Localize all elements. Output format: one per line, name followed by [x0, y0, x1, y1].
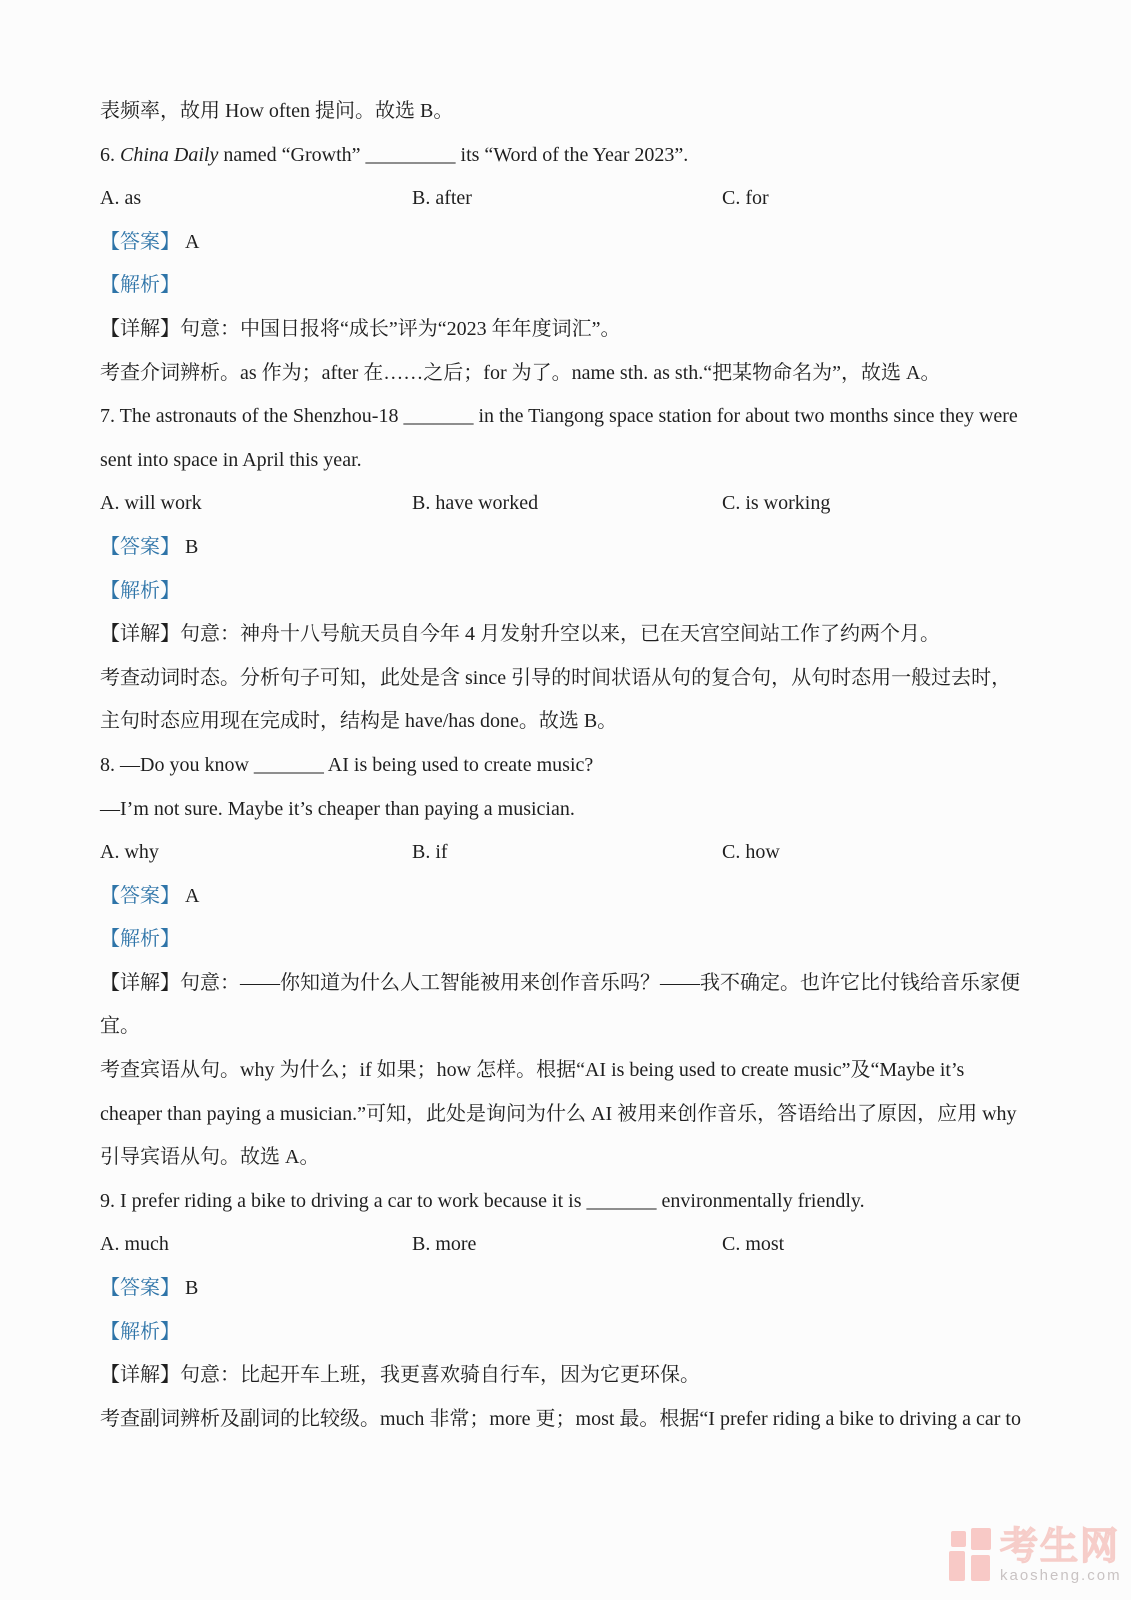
text-run: 【详解】句意：中国日报将“成长”评为“2023 年年度词汇”。 — [100, 317, 621, 340]
text-run: 考查副词辨析及副词的比较级。much 非常；more 更；most 最。根据“I prefer riding a bike to driving a car to — [100, 1407, 1021, 1430]
watermark-site-name: 考生网 — [1000, 1526, 1121, 1568]
question-8-detail-3 — [100, 1049, 1015, 1093]
watermark-text — [1000, 1528, 1122, 1584]
q5-explanation-tail — [100, 90, 1015, 134]
question-6-options-a: A. as — [100, 187, 142, 210]
question-6-stem — [100, 134, 1015, 178]
answer-bracket-label: 【答案】 — [100, 535, 180, 558]
text-run: cheaper than paying a musician.”可知，此处是询问为什么 AI 被用来创作音乐，答语给出了原因，应用 why — [100, 1102, 1017, 1125]
answer-bracket-label: 【答案】 — [100, 1277, 180, 1300]
question-9-detail-2 — [100, 1398, 1021, 1442]
watermark-site-domain: kaosheng.com — [1000, 1567, 1122, 1584]
question-7-detail-1 — [100, 613, 1015, 657]
logo-block — [949, 1551, 965, 1581]
question-7-options-b: B. have worked — [412, 492, 539, 515]
question-7-options-c: C. is working — [722, 492, 831, 515]
question-6-options-c: C. for — [722, 187, 769, 210]
question-9-options-c: C. most — [722, 1233, 785, 1256]
text-run: 8. —Do you know _______ AI is being used to create music? — [100, 753, 594, 776]
text-run: sent into space in April this year. — [100, 448, 362, 471]
question-8-options — [100, 831, 1015, 875]
question-6-answer — [100, 221, 1015, 265]
question-9-options-a: A. much — [100, 1233, 169, 1256]
text-run: 7. The astronauts of the Shenzhou-18 _______ in the Tiangong space station for about two months since they were — [100, 405, 1018, 428]
question-7-analysis-label — [100, 570, 1015, 614]
question-6-options — [100, 177, 1015, 221]
question-7-answer — [100, 526, 1015, 570]
question-9-answer — [100, 1267, 1015, 1311]
text-run: 【详解】句意：比起开车上班，我更喜欢骑自行车，因为它更环保。 — [100, 1364, 700, 1387]
question-8-stem — [100, 744, 1015, 788]
text-run: 引导宾语从句。故选 A。 — [100, 1146, 320, 1169]
question-9-detail-1 — [100, 1354, 1015, 1398]
analysis-bracket-label: 【解析】 — [100, 579, 180, 602]
question-7-stem-2 — [100, 439, 1015, 483]
question-6-options-b: B. after — [412, 187, 472, 210]
question-7-options — [100, 482, 1015, 526]
answer-letter: A — [185, 230, 200, 253]
question-9-options — [100, 1223, 1015, 1267]
question-8-options-c: C. how — [722, 841, 780, 864]
logo-block — [971, 1555, 990, 1581]
analysis-bracket-label: 【解析】 — [100, 928, 180, 951]
answer-letter: A — [185, 884, 200, 907]
question-8-options-b: B. if — [412, 841, 448, 864]
kaosheng-logo-icon — [948, 1528, 993, 1584]
question-6-detail-2 — [100, 352, 1015, 396]
question-7-detail-2 — [100, 657, 1015, 701]
text-run: —I’m not sure. Maybe it’s cheaper than paying a musician. — [100, 797, 575, 820]
question-8-analysis-label — [100, 918, 1015, 962]
text-run: 考查宾语从句。why 为什么；if 如果；how 怎样。根据“AI is being used to create music”及“Maybe it’s — [100, 1059, 965, 1082]
text-run: 宜。 — [100, 1015, 140, 1038]
text-run: 考查介词辨析。as 作为；after 在……之后；for 为了。name sth. as sth.“把某物命名为”，故选 A。 — [100, 361, 941, 384]
question-8-detail-5 — [100, 1136, 1015, 1180]
question-7-options-a: A. will work — [100, 492, 202, 515]
answer-bracket-label: 【答案】 — [100, 230, 180, 253]
question-8-detail-2 — [100, 1005, 1015, 1049]
text-run: 考查动词时态。分析句子可知，此处是含 since 引导的时间状语从句的复合句，从句时态用一般过去时， — [100, 666, 1012, 689]
text-run: 表频率，故用 How often 提问。故选 B。 — [100, 100, 454, 122]
answer-letter: B — [185, 535, 199, 558]
question-8-stem-2 — [100, 788, 1015, 832]
text-run: 【详解】句意：——你知道为什么人工智能被用来创作音乐吗？——我不确定。也许它比付钱给音乐家便 — [100, 971, 1020, 994]
document-body — [100, 90, 1021, 1441]
question-8-detail-1 — [100, 962, 1020, 1006]
question-7-stem — [100, 395, 1018, 439]
question-7-detail-3 — [100, 700, 1015, 744]
logo-block — [951, 1531, 966, 1547]
kaosheng-watermark — [948, 1528, 1122, 1584]
text-run: China Daily — [120, 143, 219, 166]
text-run: named “Growth” _________ its “Word of the Year 2023”. — [218, 143, 689, 166]
question-8-options-a: A. why — [100, 841, 159, 864]
text-run: 9. I prefer riding a bike to driving a car to work because it is _______ environmentally friendly. — [100, 1189, 865, 1212]
question-6-detail-1 — [100, 308, 1015, 352]
question-8-answer — [100, 875, 1015, 919]
question-8-detail-4 — [100, 1093, 1015, 1137]
text-run: 【详解】句意：神舟十八号航天员自今年 4 月发射升空以来，已在天宫空间站工作了约两个月。 — [100, 623, 940, 646]
question-9-analysis-label — [100, 1311, 1015, 1355]
analysis-bracket-label: 【解析】 — [100, 274, 180, 297]
logo-block — [971, 1528, 991, 1550]
question-9-stem — [100, 1180, 1015, 1224]
analysis-bracket-label: 【解析】 — [100, 1320, 180, 1343]
text-run: 主句时态应用现在完成时，结构是 have/has done。故选 B。 — [100, 710, 618, 733]
question-6-analysis-label — [100, 264, 1015, 308]
question-9-options-b: B. more — [412, 1233, 477, 1256]
answer-letter: B — [185, 1277, 199, 1300]
text-run: 6. — [100, 143, 120, 166]
answer-bracket-label: 【答案】 — [100, 884, 180, 907]
